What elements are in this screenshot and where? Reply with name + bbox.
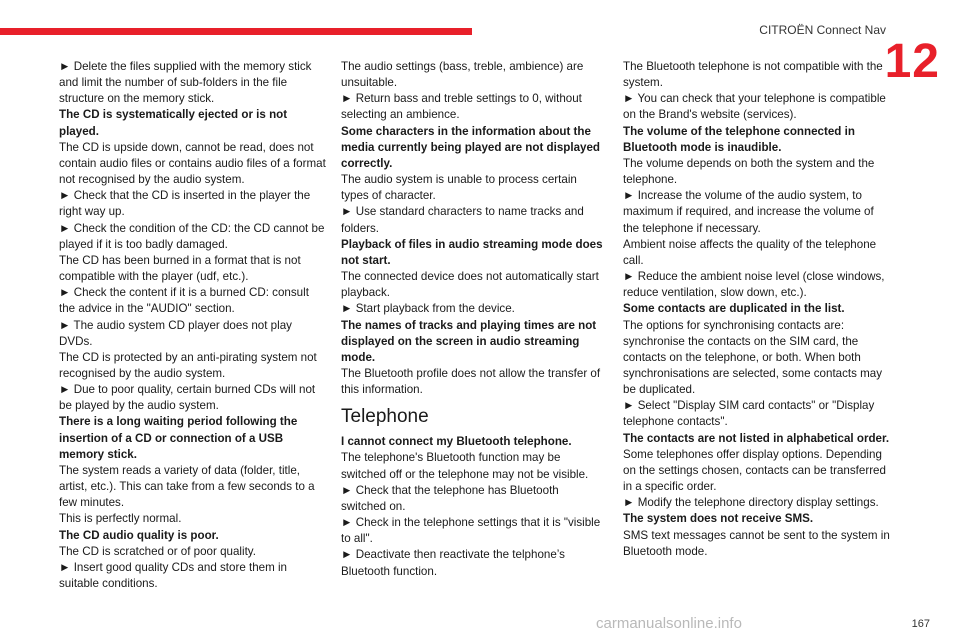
body-paragraph: ► The audio system CD player does not play DVDs.: [59, 318, 292, 348]
body-paragraph: Some telephones offer display options. Depending on the settings chosen, contacts can be transferred in a specific order.: [623, 447, 886, 494]
header-title: CITROËN Connect Nav: [759, 23, 886, 37]
body-paragraph: The CD is upside down, cannot be read, does not contain audio files or contains audio files of a format not recognised by the audio system.: [59, 140, 326, 187]
body-paragraph: ► Deactivate then reactivate the telphone’s Bluetooth function.: [341, 548, 565, 578]
page-number: 167: [911, 618, 930, 630]
body-paragraph: The options for synchronising contacts are: synchronise the contacts on the SIM card, the contacts on the telephone, or both. When both synchronisations are selected, some contacts may be duplicated.: [623, 318, 883, 397]
body-paragraph: ► Start playback from the device.: [341, 302, 515, 316]
body-paragraph: ► Increase the volume of the audio system, to maximum if required, and increase the volume of the telephone if necessary.: [623, 189, 874, 235]
body-paragraph: The audio system is unable to process certain types of character.: [341, 173, 577, 203]
column-1: [59, 59, 327, 592]
body-paragraph: The CD has been burned in a format that is not compatible with the player (udf, etc.).: [59, 253, 301, 284]
body-paragraph: ► Modify the telephone directory display settings.: [623, 496, 879, 510]
body-paragraph: The volume depends on both the system and the telephone.: [623, 156, 875, 187]
body-paragraph: The audio settings (bass, treble, ambience) are unsuitable.: [341, 60, 584, 90]
section-heading: Telephone: [341, 406, 429, 428]
body-paragraph: ► Return bass and treble settings to 0, without selecting an ambience.: [341, 92, 582, 122]
body-paragraph: ► Delete the files supplied with the memory stick and limit the number of sub-folders in the file structure on the memory stick.: [59, 60, 312, 106]
body-paragraph: ► Use standard characters to name tracks and folders.: [341, 205, 584, 235]
body-paragraph: The connected device does not automatically start playback.: [341, 270, 599, 300]
problem-heading: The CD is systematically ejected or is not played.: [59, 108, 288, 138]
body-paragraph: Ambient noise affects the quality of the telephone call.: [623, 237, 877, 267]
problem-heading: There is a long waiting period following the insertion of a CD or connection of a USB memory stick.: [59, 415, 298, 461]
problem-heading: The contacts are not listed in alphabetical order.: [623, 431, 890, 445]
problem-heading: The volume of the telephone connected in Bluetooth mode is inaudible.: [623, 124, 855, 154]
body-paragraph: ► Check that the telephone has Bluetooth switched on.: [341, 483, 559, 513]
header-accent-bar: [0, 28, 472, 35]
problem-heading: The system does not receive SMS.: [623, 512, 814, 526]
body-paragraph: ► You can check that your telephone is compatible on the Brand's website (services).: [623, 92, 886, 122]
problem-heading: I cannot connect my Bluetooth telephone.: [341, 435, 572, 449]
body-paragraph: This is perfectly normal.: [59, 512, 182, 526]
body-paragraph: ► Check that the CD is inserted in the player the right way up.: [59, 189, 311, 219]
problem-heading: The CD audio quality is poor.: [59, 528, 219, 542]
body-paragraph: ► Due to poor quality, certain burned CDs will not be played by the audio system.: [59, 383, 316, 413]
body-paragraph: The CD is protected by an anti-pirating system not recognised by the audio system.: [59, 350, 317, 380]
body-paragraph: The Bluetooth profile does not allow the transfer of this information.: [341, 366, 601, 397]
body-paragraph: ► Insert good quality CDs and store them in suitable conditions.: [59, 560, 288, 590]
chapter-number: 12: [884, 35, 940, 88]
problem-heading: Some characters in the information about the media currently being played are not displayed correctly.: [341, 124, 601, 170]
body-paragraph: ► Check the condition of the CD: the CD cannot be played if it is too badly damaged.: [59, 221, 325, 251]
body-paragraph: The CD is scratched or of poor quality.: [59, 544, 256, 558]
watermark: carmanualsonline.info: [596, 615, 742, 632]
column-3: [623, 59, 891, 560]
body-paragraph: ► Check the content if it is a burned CD: consult the advice in the "AUDIO" section.: [59, 286, 309, 316]
problem-heading: The names of tracks and playing times are not displayed on the screen in audio streaming mode.: [341, 318, 597, 364]
body-paragraph: ► Check in the telephone settings that it is "visible to all".: [341, 516, 601, 546]
column-2: [341, 59, 603, 580]
body-paragraph: The system reads a variety of data (folder, title, artist, etc.). This can take from a few seconds to a few minutes.: [59, 463, 315, 510]
problem-heading: Some contacts are duplicated in the list.: [623, 302, 845, 316]
body-paragraph: ► Reduce the ambient noise level (close windows, reduce ventilation, slow down, etc.).: [623, 270, 885, 300]
body-paragraph: The telephone's Bluetooth function may be switched off or the telephone may not be visible.: [341, 451, 589, 481]
problem-heading: Playback of files in audio streaming mode does not start.: [341, 237, 603, 267]
body-paragraph: ► Select "Display SIM card contacts" or "Display telephone contacts".: [623, 399, 875, 429]
body-paragraph: The Bluetooth telephone is not compatible with the system.: [623, 60, 883, 90]
body-paragraph: SMS text messages cannot be sent to the system in Bluetooth mode.: [623, 528, 890, 558]
